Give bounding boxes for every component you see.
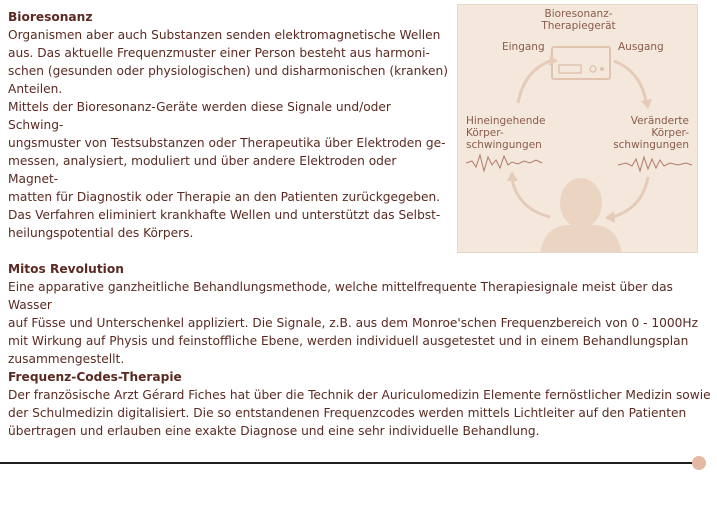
paragraph-line: Organismen aber auch Substanzen senden elektromagnetische Wellen: [8, 28, 441, 42]
input-label: Eingang: [502, 41, 545, 53]
incoming-wave-icon: [466, 155, 542, 171]
section-title: Frequenz-Codes-Therapie: [8, 370, 182, 384]
device-display-icon: [559, 65, 581, 73]
arrowhead-icon: [549, 55, 558, 66]
label-line: schwingungen: [466, 139, 542, 151]
device-icon: [552, 47, 610, 79]
paragraph-line: übertragen und erlauben eine exakte Diagnose und eine sehr individuelle Behandlung.: [8, 424, 540, 438]
paragraph-line: schen (gesunden oder physiologischen) und disharmonischen (kranken): [8, 64, 448, 78]
incoming-waves-label: [466, 115, 546, 151]
paragraph-line: zusammengestellt.: [8, 352, 125, 366]
paragraph-line: matten für Diagnostik oder Therapie an den Patienten zurückgegeben.: [8, 190, 441, 204]
arrow-return-icon: [612, 177, 648, 217]
divider-line: [0, 462, 700, 464]
diagram-title-line: Therapiegerät: [541, 20, 616, 32]
paragraph-line: Eine apparative ganzheitliche Behandlungsmethode, welche mittelfrequente Therapiesignale meist über das Wasser: [8, 280, 673, 312]
arrowhead-icon: [641, 99, 652, 109]
section-title: Bioresonanz: [8, 10, 93, 24]
paragraph-line: Das Verfahren eliminiert krankhafte Wellen und unterstützt das Selbst-: [8, 208, 441, 222]
arrow-out-icon: [614, 61, 646, 101]
paragraph-line: auf Füsse und Unterschenkel appliziert. Die Signale, z.B. aus dem Monroe'schen Frequenzbereich von 0 - 1000Hz: [8, 316, 698, 330]
label-line: Hineingehende: [466, 115, 546, 127]
paragraph-line: Mittels der Bioresonanz-Geräte werden diese Signale und/oder Schwing-: [8, 100, 391, 132]
label-line: Veränderte: [630, 115, 689, 127]
arrow-body-icon: [512, 179, 550, 217]
paragraph-line: Der französische Arzt Gérard Fiches hat über die Technik der Auriculomedizin Elemente fernöstlicher Medizin sowie: [8, 388, 711, 402]
person-head-icon: [560, 178, 602, 228]
section-bioresonanz: [8, 8, 448, 242]
diagram-title-line: Bioresonanz-: [544, 8, 613, 20]
section-mitos-revolution: [8, 260, 712, 368]
arrowhead-icon: [507, 171, 518, 181]
label-line: Körper-: [651, 127, 689, 139]
bioresonance-diagram: [457, 4, 698, 253]
arrowhead-icon: [605, 211, 615, 223]
paragraph-line: aus. Das aktuelle Frequenzmuster einer Person besteht aus harmoni-: [8, 46, 430, 60]
section-frequenz-codes-therapie: [8, 368, 712, 440]
device-knob-icon: [590, 66, 596, 72]
label-line: Körper-: [466, 127, 504, 139]
outgoing-wave-icon: [618, 157, 692, 171]
paragraph-line: Anteilen.: [8, 82, 63, 96]
paragraph-line: der Schulmedizin digitalisiert. Die so entstandenen Frequenzcodes werden mittels Lichtleiter auf den Patienten: [8, 406, 687, 420]
label-line: schwingungen: [613, 139, 689, 151]
diagram-title: [458, 8, 698, 32]
paragraph-line: ungsmuster von Testsubstanzen oder Therapeutika über Elektroden ge-: [8, 136, 446, 150]
paragraph-line: heilungspotential des Körpers.: [8, 226, 194, 240]
altered-waves-label: [613, 115, 689, 151]
person-shoulders-icon: [540, 225, 622, 253]
output-label: Ausgang: [618, 41, 664, 53]
paragraph-line: mit Wirkung auf Physis und feinstoffliche Ebene, werden individuell ausgetestet und in einem Behandlungsplan: [8, 334, 689, 348]
divider-end-dot: [692, 456, 706, 470]
device-knob-icon: [600, 67, 604, 71]
arrow-in-icon: [518, 61, 550, 103]
paragraph-line: messen, analysiert, moduliert und über andere Elektroden oder Magnet-: [8, 154, 397, 186]
section-title: Mitos Revolution: [8, 262, 124, 276]
